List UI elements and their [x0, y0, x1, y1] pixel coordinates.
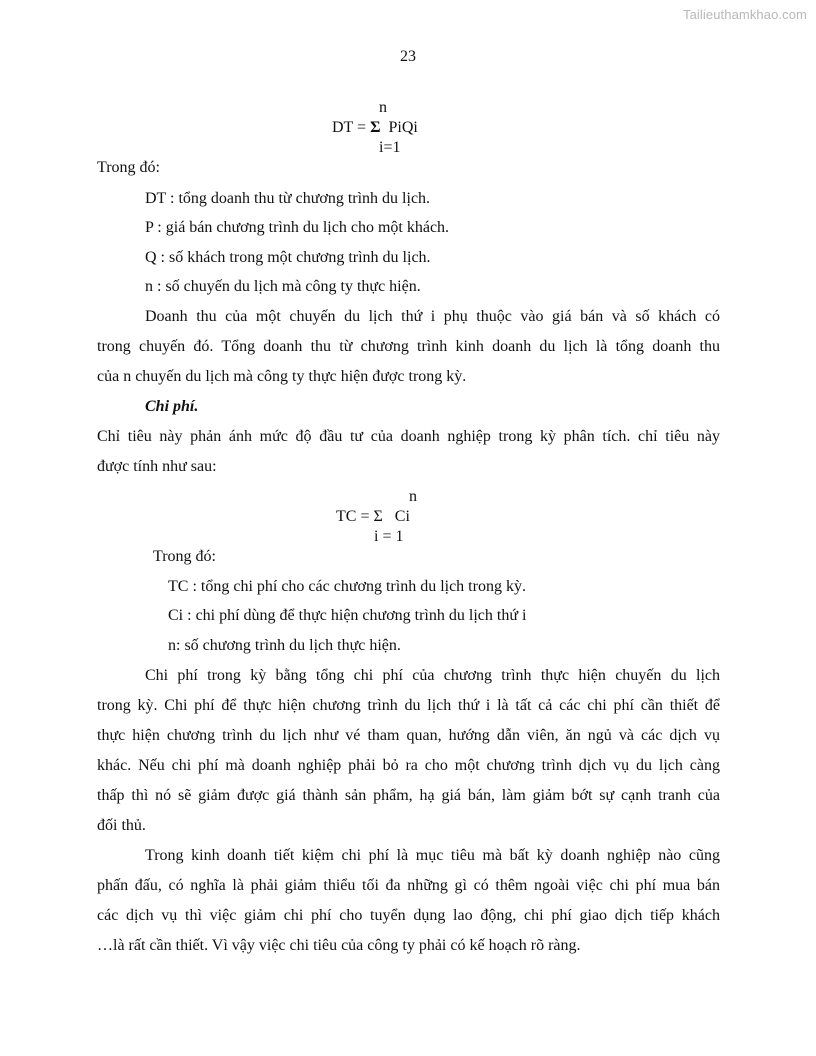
formula-term: PiQi [388, 119, 418, 136]
formula-left: TC = Σ [336, 508, 383, 525]
sigma-symbol: Σ [370, 119, 381, 136]
formula-lower-limit: i = 1 [374, 528, 404, 545]
definition-item: Q : số khách trong một chương trình du lịch. [145, 249, 431, 266]
paragraph-line: của n chuyến du lịch mà công ty thực hiện được trong kỳ. [97, 368, 467, 385]
paragraph-line: thấp thì nó sẽ giảm được giá thành sản phẩm, hạ giá bán, làm giảm bớt sự cạnh tranh của [97, 787, 720, 804]
formula-lhs [336, 507, 410, 527]
trong-do-label: Trong đó: [153, 548, 216, 565]
formula-lhs [332, 118, 418, 138]
watermark: Tailieuthamkhao.com [682, 7, 807, 22]
section-heading: Chi phí. [145, 398, 199, 415]
formula-left: DT = [332, 119, 371, 136]
formula-lower-limit: i=1 [379, 139, 401, 156]
trong-do-label: Trong đó: [97, 159, 160, 176]
formula-upper-limit: n [379, 99, 387, 116]
paragraph-line: khác. Nếu chi phí mà doanh nghiệp phải bỏ ra cho một chương trình dịch vụ du lịch càng [97, 757, 720, 774]
formula-term: Ci [394, 508, 410, 525]
definition-item: n : số chuyến du lịch mà công ty thực hiện. [145, 278, 421, 295]
paragraph-line: được tính như sau: [97, 458, 217, 475]
definition-item: TC : tổng chi phí cho các chương trình du lịch trong kỳ. [168, 578, 526, 595]
definition-item: DT : tổng doanh thu từ chương trình du lịch. [145, 190, 431, 207]
paragraph-line: đối thủ. [97, 817, 146, 834]
definition-item: P : giá bán chương trình du lịch cho một khách. [145, 219, 450, 236]
paragraph-line: Trong kinh doanh tiết kiệm chi phí là mục tiêu mà bất kỳ doanh nghiệp nào cũng [145, 847, 720, 864]
definition-item: n: số chương trình du lịch thực hiện. [168, 637, 401, 654]
paragraph-line: các dịch vụ thì việc giảm chi phí cho tuyển dụng lao động, chi phí giao dịch tiếp khách [97, 907, 720, 924]
paragraph-line: trong kỳ. Chi phí để thực hiện chương trình du lịch thứ i là tất cả các chi phí cần thiết để [97, 697, 720, 714]
paragraph-line: Doanh thu của một chuyến du lịch thứ i phụ thuộc vào giá bán và số khách có [145, 308, 720, 325]
paragraph-line: thực hiện chương trình du lịch như vé tham quan, hướng dẫn viên, ăn ngủ và các dịch vụ [97, 727, 720, 744]
paragraph-line: trong chuyến đó. Tổng doanh thu từ chương trình kinh doanh du lịch là tổng doanh thu [97, 338, 720, 355]
paragraph-line: …là rất cần thiết. Vì vậy việc chi tiêu của công ty phải có kế hoạch rõ ràng. [97, 937, 581, 954]
definition-item: Ci : chi phí dùng để thực hiện chương trình du lịch thứ i [168, 607, 527, 624]
paragraph-line: Chỉ tiêu này phản ánh mức độ đầu tư của doanh nghiệp trong kỳ phân tích. chỉ tiêu này [97, 428, 720, 445]
page-number: 23 [400, 48, 416, 65]
paragraph-line: phấn đấu, có nghĩa là phải giảm thiểu tối đa những gì có thêm ngoài việc chi phí mua bán [97, 877, 720, 894]
paragraph-line: Chi phí trong kỳ bằng tổng chi phí của chương trình thực hiện chuyến du lịch [145, 667, 720, 684]
formula-upper-limit: n [409, 488, 417, 505]
